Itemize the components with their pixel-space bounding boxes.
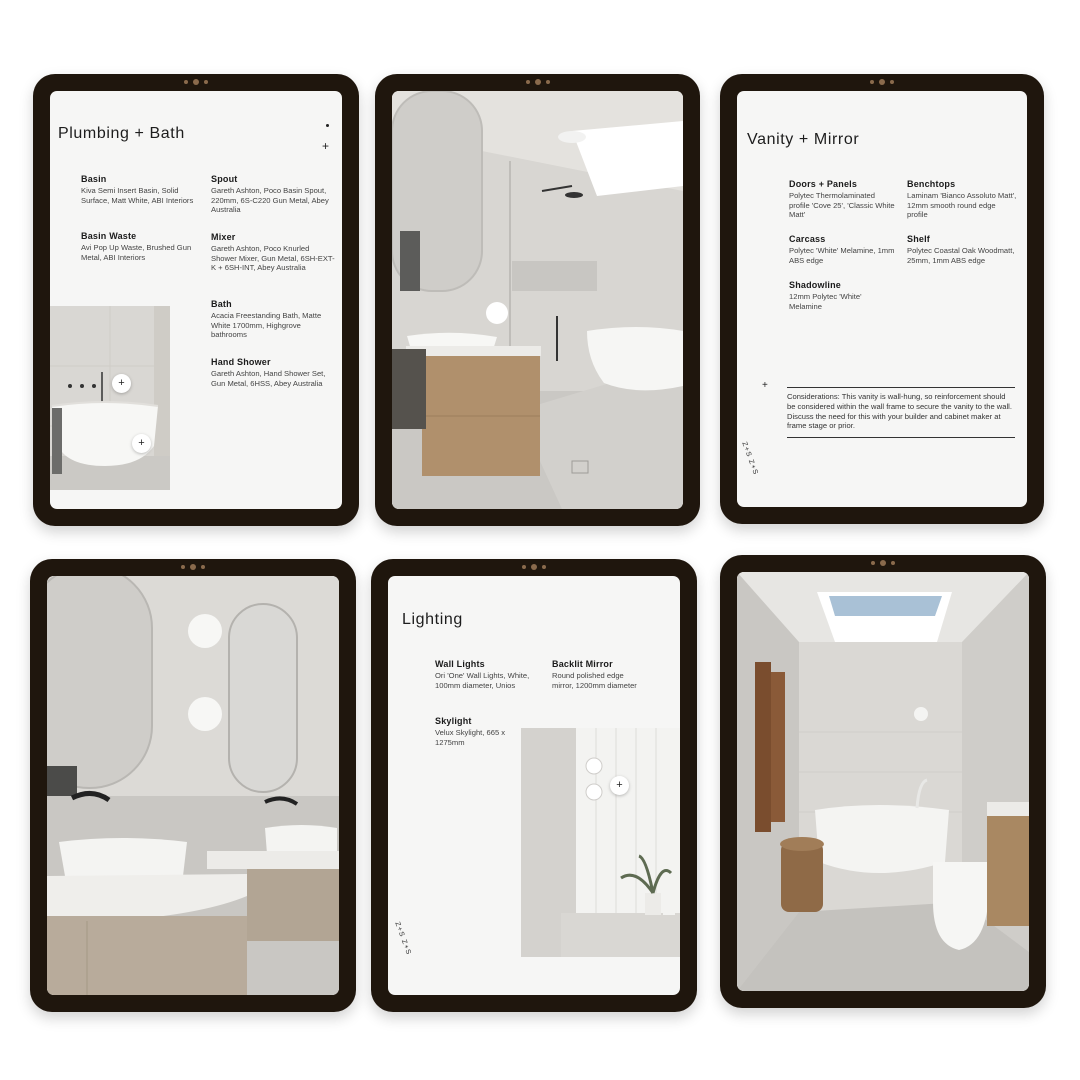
camera	[526, 79, 550, 85]
camera	[871, 560, 895, 566]
screen-shower-room	[392, 91, 683, 509]
spec-basin-waste: Basin Waste Avi Pop Up Waste, Brushed Gun Metal, ABI Interiors	[81, 231, 192, 262]
skylight-bathroom-photo	[737, 572, 1029, 991]
spec-wall-lights: Wall Lights Ori 'One' Wall Lights, White, 100mm diameter, Unios	[435, 659, 530, 690]
screen-vanity-mirror	[737, 91, 1027, 507]
spec-benchtops: Benchtops Laminam 'Bianco Assoluto Matt', 12mm smooth round edge profile	[907, 179, 1017, 220]
screen-skylight-bathroom	[737, 572, 1029, 991]
screen-double-vanity	[47, 576, 339, 995]
page-title: Plumbing + Bath	[58, 125, 185, 142]
tablet-plumbing-bath	[33, 74, 359, 526]
spec-mixer: Mixer Gareth Ashton, Poco Knurled Shower Mixer, Gun Metal, 6SH-EXT-K + 6SH-INT, Abey Australia	[211, 232, 335, 273]
zs-wordmark: Z+S Z+S	[393, 921, 412, 957]
spec-skylight: Skylight Velux Skylight, 665 x 1275mm	[435, 716, 506, 747]
tablet-shower-room	[375, 74, 700, 526]
plus-icon[interactable]: +	[762, 380, 768, 391]
camera	[522, 564, 546, 570]
camera	[870, 79, 894, 85]
tablet-lighting	[371, 559, 697, 1012]
double-vanity-photo	[47, 576, 339, 995]
note-top-rule	[787, 387, 1015, 388]
hotspot-wall-lights-plus-button[interactable]: +	[610, 776, 629, 795]
spec-carcass: Carcass Polytec 'White' Melamine, 1mm ABS edge	[789, 234, 895, 265]
plus-icon[interactable]: +	[322, 139, 330, 153]
decor-dot	[326, 124, 329, 127]
spec-doors-panels: Doors + Panels Polytec Thermolaminated profile 'Cove 25', 'Classic White Matt'	[789, 179, 895, 220]
page-title: Vanity + Mirror	[747, 131, 860, 148]
considerations-note: Considerations: This vanity is wall-hung, so reinforcement should be considered within the wall frame to secure the vanity to the wall. Discuss the need for this with your builder and cabinet maker at frame stage or prior.	[787, 392, 1012, 431]
page-title: Lighting	[402, 611, 463, 628]
tablet-skylight-bathroom	[720, 555, 1046, 1008]
spec-spout: Spout Gareth Ashton, Poco Basin Spout, 220mm, 6S-C220 Gun Metal, Abey Australia	[211, 174, 329, 215]
spec-shadowline: Shadowline 12mm Polytec 'White' Melamine	[789, 280, 862, 311]
camera	[184, 79, 208, 85]
tablet-double-vanity	[30, 559, 356, 1012]
camera	[181, 564, 205, 570]
wall-lights-photo	[521, 728, 680, 957]
shower-room-photo	[392, 91, 683, 509]
zs-wordmark: Z+S Z+S	[740, 441, 759, 477]
spec-backlit-mirror: Backlit Mirror Round polished edge mirror, 1200mm diameter	[552, 659, 637, 690]
screen-lighting	[388, 576, 680, 995]
screen-plumbing-bath	[50, 91, 342, 509]
spec-shelf: Shelf Polytec Coastal Oak Woodmatt, 25mm, 1mm ABS edge	[907, 234, 1015, 265]
hotspot-mixer-plus-button[interactable]: +	[112, 374, 131, 393]
bath-photo	[50, 306, 170, 490]
note-bottom-rule	[787, 437, 1015, 438]
hotspot-bath-plus-button[interactable]: +	[132, 434, 151, 453]
spec-basin: Basin Kiva Semi Insert Basin, Solid Surface, Matt White, ABI Interiors	[81, 174, 194, 205]
tablet-vanity-mirror	[720, 74, 1044, 524]
spec-hand-shower: Hand Shower Gareth Ashton, Hand Shower Set, Gun Metal, 6HSS, Abey Australia	[211, 357, 326, 388]
spec-bath: Bath Acacia Freestanding Bath, Matte White 1700mm, Highgrove bathrooms	[211, 299, 322, 340]
